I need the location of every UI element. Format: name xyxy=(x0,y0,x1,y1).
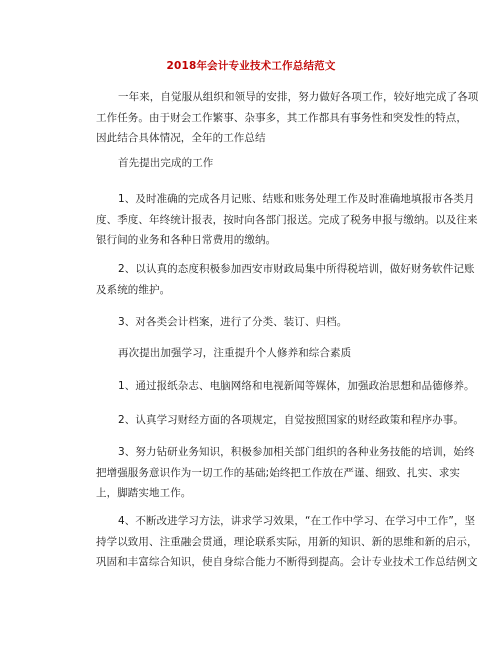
text-line: 把增强服务意识作为一切工作的基础;始终把工作放在严谨、细致、扎实、求实 xyxy=(96,466,461,479)
text-line: 1、通过报纸杂志、电脑网络和电视新闻等媒体，加强政治思想和品德修养。 xyxy=(118,380,475,392)
text-line: 4、不断改进学习方法，讲求学习效果，“在工作中学习、在学习中工作”，坚 xyxy=(118,515,476,527)
paragraph-study-3 xyxy=(96,442,475,504)
text-line: 及系统的维护。 xyxy=(96,283,171,296)
text-line: 度、季度、年终统计报表，按时向各部门报送。完成了税务申报与缴纳。以及往来 xyxy=(96,213,478,226)
paragraph-study-2 xyxy=(96,410,464,431)
text-line: 持学以致用、注重融会贯通，理论联系实际，用新的知识、新的思维和新的启示， xyxy=(96,535,478,548)
paragraph-study-4 xyxy=(96,511,478,573)
paragraph-item-2 xyxy=(96,259,475,300)
text-line: 因此结合具体情况，全年的工作总结 xyxy=(96,132,266,144)
paragraph-intro xyxy=(96,87,479,149)
text-line: 3、努力钻研业务知识，积极参加相关部门组织的各种业务技能的培训，始终 xyxy=(118,446,475,458)
text-line: 上，脚踏实地工作。 xyxy=(96,487,192,499)
text-line: 工作任务。由于财会工作繁事、杂事多，其工作都具有事务性和突发性的特点， xyxy=(96,111,467,124)
document-title: 2018年会计专业技术工作总结范文 xyxy=(166,60,336,72)
text-line: 再次提出加强学习，注重提升个人修养和综合素质 xyxy=(118,347,352,359)
text-line: 首先提出完成的工作 xyxy=(118,157,214,169)
paragraph-item-3 xyxy=(96,312,436,333)
text-line: 1、及时准确的完成各月记账、结账和账务处理工作及时准确地填报市各类月 xyxy=(118,193,475,205)
text-line: 2、以认真的态度积极参加西安市财政局集中所得税培训，做好财务软件记账 xyxy=(118,263,475,275)
section-heading-completed-work xyxy=(96,153,436,174)
text-line: 3、对各类会计档案，进行了分类、装订、归档。 xyxy=(118,316,348,328)
section-heading-study xyxy=(96,343,436,364)
text-line: 一年来，自觉服从组织和领导的安排，努力做好各项工作，较好地完成了各项 xyxy=(118,91,479,103)
text-line: 银行间的业务和各种日常费用的缴纳。 xyxy=(96,234,277,246)
text-line: 巩固和丰富综合知识，使自身综合能力不断得到提高。会计专业技术工作总结例文 xyxy=(96,556,478,568)
paragraph-item-1 xyxy=(96,189,478,251)
text-line: 2、认真学习财经方面的各项规定，自觉按照国家的财经政策和程序办事。 xyxy=(118,414,464,426)
paragraph-study-1 xyxy=(96,376,475,397)
